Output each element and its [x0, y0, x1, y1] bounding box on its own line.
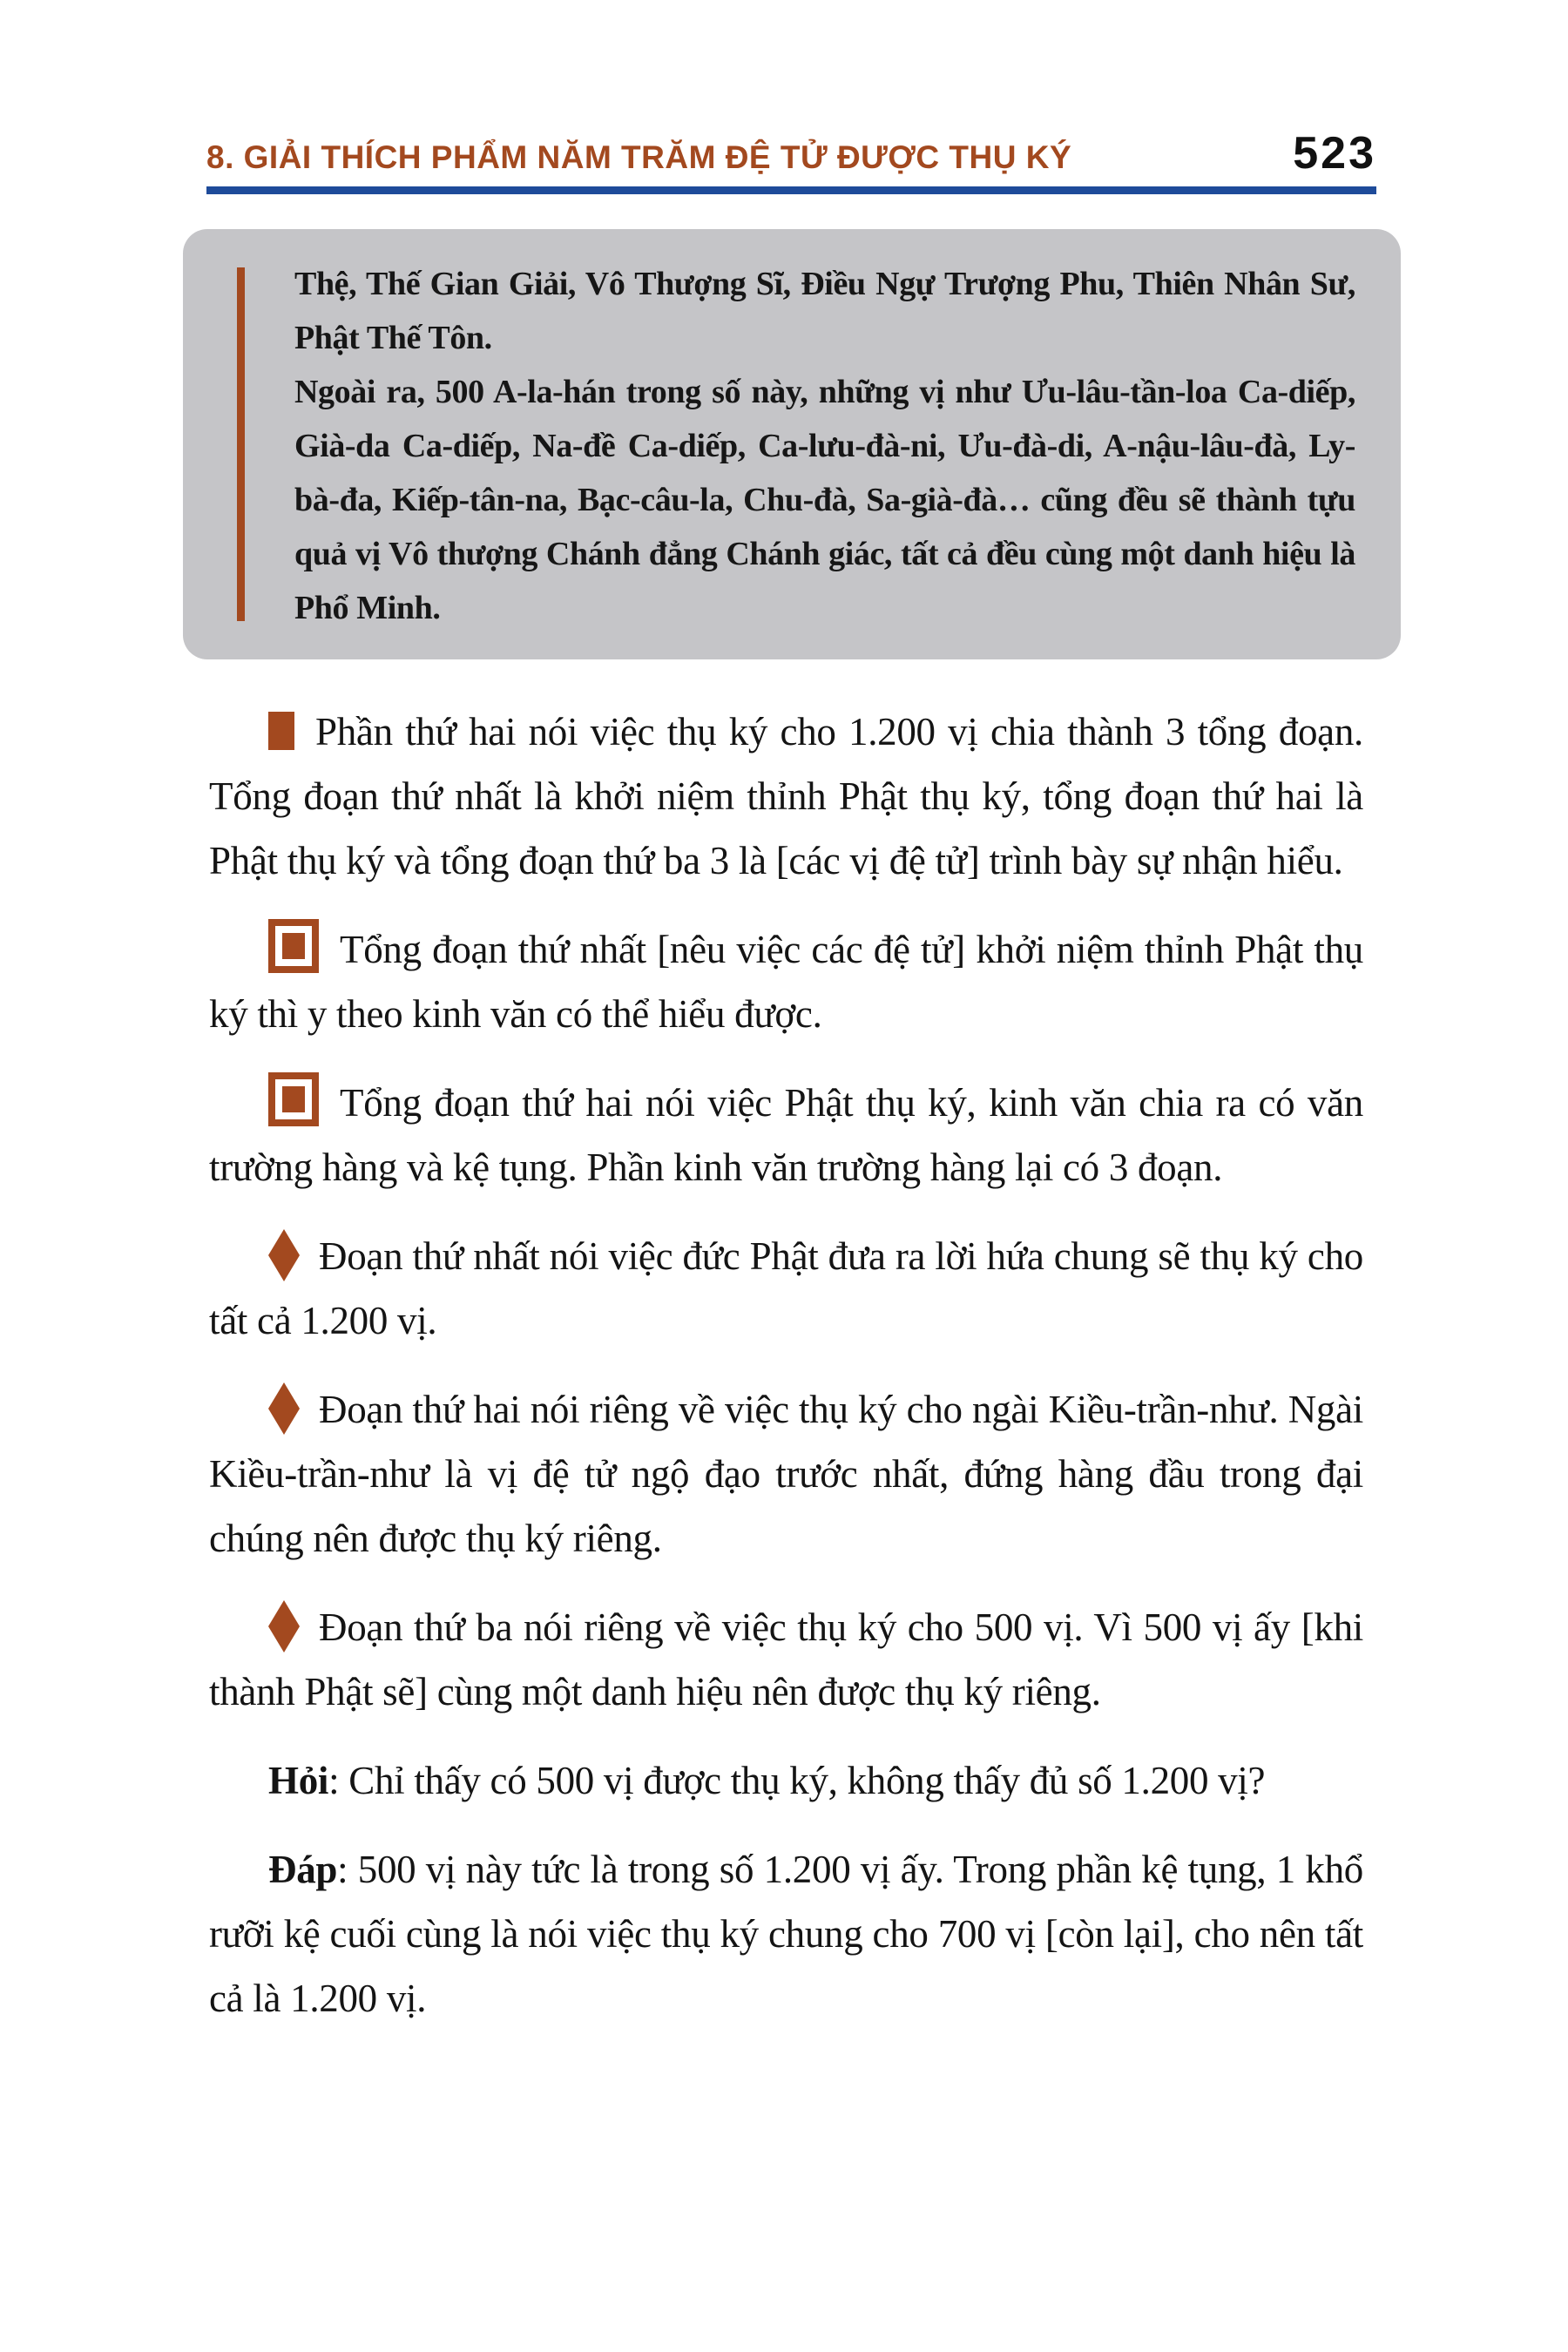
quote-accent-bar	[237, 267, 245, 621]
square-outlined-bullet-icon	[268, 1072, 319, 1126]
body-paragraph: Phần thứ hai nói việc thụ ký cho 1.200 vị chia thành 3 tổng đoạn. Tổng đoạn thứ nhất là khởi niệm thỉnh Phật thụ ký, tổng đoạn thứ hai là Phật thụ ký và tổng đoạn thứ ba 3 là [các vị đệ tử] trình bày sự nhận hiểu.	[209, 710, 1363, 882]
lead-word: Đáp	[268, 1848, 338, 1891]
quote-paragraphs	[294, 257, 1355, 635]
page-number: 523	[1293, 128, 1376, 179]
body-paragraph: Đáp: 500 vị này tức là trong số 1.200 vị ấy. Trong phần kệ tụng, 1 khổ rưỡi kệ cuối cùng là nói việc thụ ký chung cho 700 vị [còn lại], cho nên tất cả là 1.200 vị.	[209, 1848, 1363, 2020]
chapter-title: 8. GIẢI THÍCH PHẨM NĂM TRĂM ĐỆ TỬ ĐƯỢC THỤ KÝ	[206, 139, 1072, 175]
quote-paragraph: Ngoài ra, 500 A-la-hán trong số này, những vị như Ưu-lâu-tần-loa Ca-diếp, Già-da Ca-diếp, Na-đề Ca-diếp, Ca-lưu-đà-ni, Ưu-đà-di, A-nậu-lâu-đà, Ly-bà-đa, Kiếp-tân-na, Bạc-câu-la, Chu-đà, Sa-già-đà… cũng đều sẽ thành tựu quả vị Vô thượng Chánh đẳng Chánh giác, tất cả đều cùng một danh hiệu là Phổ Minh.	[294, 374, 1355, 626]
body-paragraph: Đoạn thứ ba nói riêng về việc thụ ký cho 500 vị. Vì 500 vị ấy [khi thành Phật sẽ] cùng một danh hiệu nên được thụ ký riêng.	[209, 1595, 1363, 1724]
square-outlined-bullet-icon	[268, 919, 319, 973]
running-head	[206, 128, 1376, 194]
quote-paragraph: Thệ, Thế Gian Giải, Vô Thượng Sĩ, Điều Ngự Trượng Phu, Thiên Nhân Sư, Phật Thế Tôn.	[294, 266, 1355, 356]
diamond-bullet-icon	[268, 1382, 300, 1435]
header-rule	[206, 186, 1376, 194]
square-filled-bullet-icon	[268, 712, 294, 750]
commentary-body	[209, 700, 1363, 2031]
body-paragraph: Tổng đoạn thứ nhất [nêu việc các đệ tử] khởi niệm thỉnh Phật thụ ký thì y theo kinh văn có thể hiểu được.	[209, 917, 1363, 1046]
body-paragraph: Hỏi: Chỉ thấy có 500 vị được thụ ký, không thấy đủ số 1.200 vị?	[268, 1759, 1266, 1802]
lead-word: Hỏi	[268, 1759, 329, 1802]
body-paragraph: Đoạn thứ nhất nói việc đức Phật đưa ra lời hứa chung sẽ thụ ký cho tất cả 1.200 vị.	[209, 1224, 1363, 1353]
sutra-quote-block	[183, 229, 1401, 659]
body-paragraph: Tổng đoạn thứ hai nói việc Phật thụ ký, kinh văn chia ra có văn trường hàng và kệ tụng. Phần kinh văn trường hàng lại có 3 đoạn.	[209, 1071, 1363, 1200]
body-paragraph: Đoạn thứ hai nói riêng về việc thụ ký cho ngài Kiều-trần-như. Ngài Kiều-trần-như là vị đệ tử ngộ đạo trước nhất, đứng hàng đầu trong đại chúng nên được thụ ký riêng.	[209, 1377, 1363, 1571]
running-head-row	[206, 128, 1376, 179]
diamond-bullet-icon	[268, 1600, 300, 1652]
diamond-bullet-icon	[268, 1229, 300, 1281]
